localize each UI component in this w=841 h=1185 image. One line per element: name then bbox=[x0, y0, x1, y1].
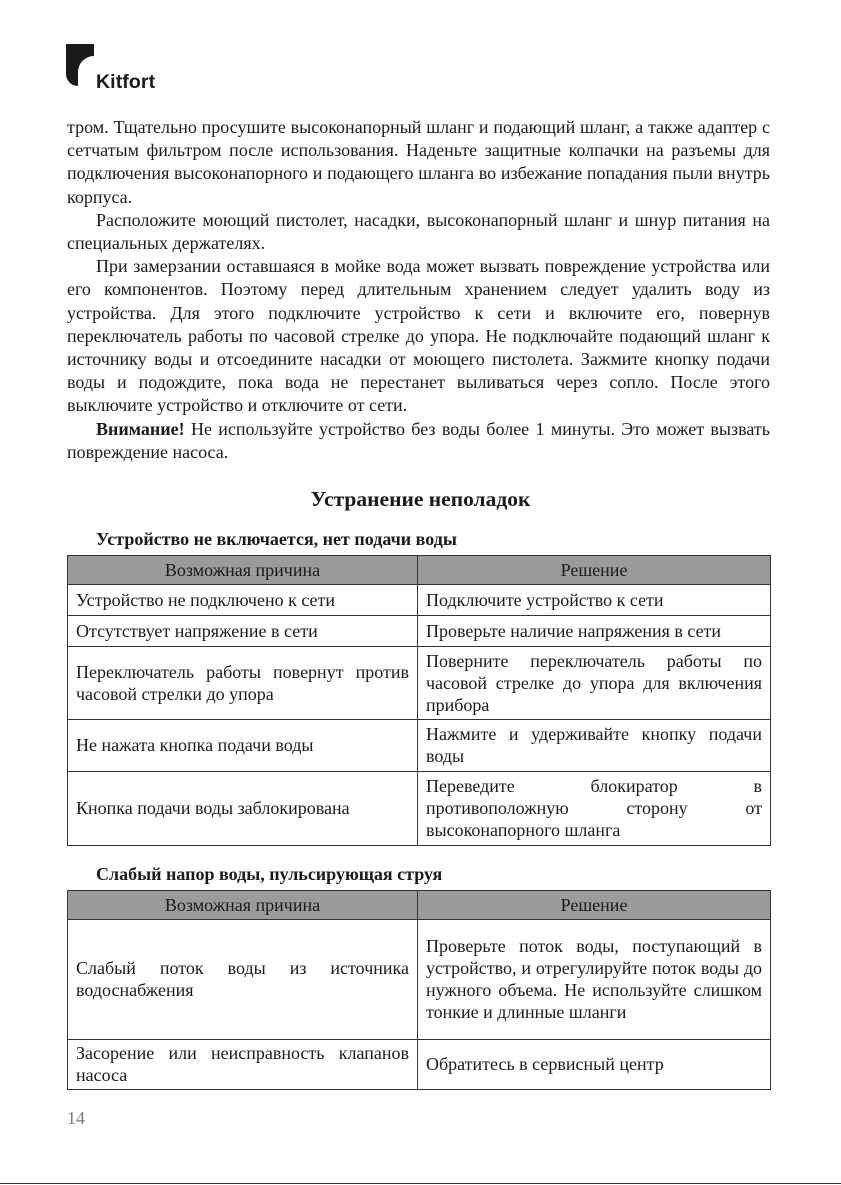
warning-label: Внимание! bbox=[96, 418, 185, 439]
paragraph: Расположите моющий пистолет, насадки, высоконапорный шланг и шнур питания на специальных держателях. bbox=[67, 209, 770, 254]
column-header-cause: Возможная причина bbox=[68, 556, 418, 585]
table-row bbox=[68, 1040, 771, 1090]
table-header-row bbox=[68, 556, 771, 585]
warning-text: Не используйте устройство без воды более 1 минуты. Это может вызвать повреждение насоса. bbox=[67, 418, 770, 462]
cause-cell: Отсутствует напряжение в сети bbox=[68, 616, 418, 647]
column-header-solution: Решение bbox=[418, 556, 771, 585]
solution-cell: Проверьте поток воды, поступающий в устройство, и отрегулируйте поток воды до нужного объема. Не используйте слишком тонкие и длинные шланги bbox=[418, 920, 771, 1040]
solution-cell: Подключите устройство к сети bbox=[418, 585, 771, 616]
cause-cell: Засорение или неисправность клапанов насоса bbox=[68, 1040, 418, 1090]
column-header-cause: Возможная причина bbox=[68, 891, 418, 920]
cause-cell: Переключатель работы повернут против часовой стрелки до упора bbox=[68, 647, 418, 720]
cause-cell: Не нажата кнопка подачи воды bbox=[68, 720, 418, 772]
brand-logo bbox=[66, 44, 206, 94]
table-row bbox=[68, 647, 771, 720]
warning-paragraph bbox=[67, 418, 770, 464]
section-title: Устранение неполадок bbox=[310, 487, 531, 511]
cause-cell: Кнопка подачи воды заблокирована bbox=[68, 772, 418, 846]
column-header-solution: Решение bbox=[418, 891, 771, 920]
solution-cell: Нажмите и удерживайте кнопку подачи воды bbox=[418, 720, 771, 772]
solution-cell: Поверните переключатель работы по часовой стрелке до упора для включения прибора bbox=[418, 647, 771, 720]
table-header-row bbox=[68, 891, 771, 920]
table-heading: Устройство не включается, нет подачи воды bbox=[96, 529, 457, 549]
table-row bbox=[68, 720, 771, 772]
kitfort-logo-icon bbox=[66, 44, 94, 86]
table-row bbox=[68, 585, 771, 616]
solution-cell: Проверьте наличие напряжения в сети bbox=[418, 616, 771, 647]
solution-cell: Переведите блокиратор в противоположную сторону от высоконапорного шланга bbox=[418, 772, 771, 846]
troubleshooting-table bbox=[67, 555, 771, 846]
paragraph: При замерзании оставшаяся в мойке вода может вызвать повреждение устройства или его компонентов. Поэтому перед длительным хранением следует удалить воду из устройства. Для этого подключите устройство к сети и включите его, повернув переключатель работы по часовой стрелке до упора. Не подключайте подающий шланг к источнику воды и отсоедините насадки от моющего пистолета. Зажмите кнопку подачи воды и подождите, пока вода не перестанет выливаться через сопло. После этого выключите устройство и отключите от сети. bbox=[67, 256, 770, 416]
bottom-divider bbox=[0, 1183, 841, 1184]
page-number: 14 bbox=[67, 1108, 85, 1128]
table-heading: Слабый напор воды, пульсирующая струя bbox=[96, 864, 443, 884]
table-row bbox=[68, 920, 771, 1040]
table-row bbox=[68, 616, 771, 647]
cause-cell: Устройство не подключено к сети bbox=[68, 585, 418, 616]
troubleshooting-table bbox=[67, 890, 771, 1090]
table-row bbox=[68, 772, 771, 846]
body-text bbox=[67, 116, 770, 464]
brand-name: Kitfort bbox=[96, 71, 156, 93]
solution-cell: Обратитесь в сервисный центр bbox=[418, 1040, 771, 1090]
cause-cell: Слабый поток воды из источника водоснабжения bbox=[68, 920, 418, 1040]
paragraph: тром. Тщательно просушите высоконапорный шланг и подающий шланг, а также адаптер с сетчатым фильтром после использования. Наденьте защитные колпачки на разъемы для подключения высоконапорного и подающего шланга во избежание попадания пыли внутрь корпуса. bbox=[67, 117, 770, 207]
